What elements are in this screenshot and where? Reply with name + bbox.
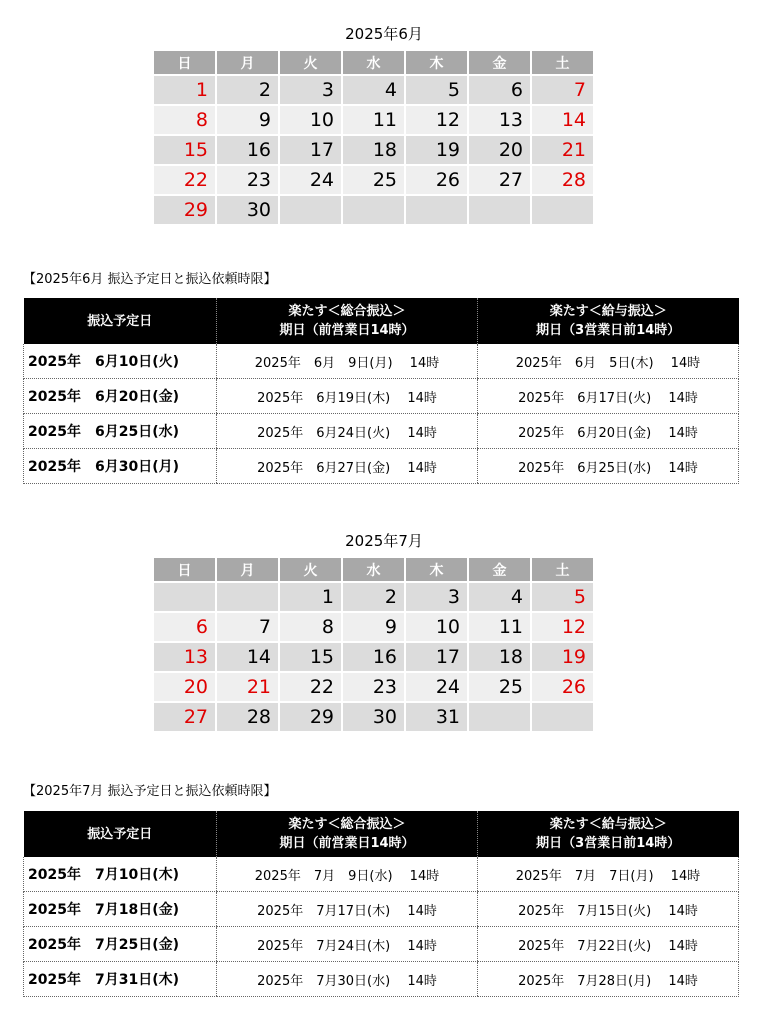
weekday-wed: 水: [343, 558, 404, 581]
calendar-day-cell: 16: [217, 136, 278, 164]
header-sogo-line1: 楽たす＜総合振込＞: [288, 304, 406, 319]
calendar-day-cell: 8: [280, 613, 341, 641]
calendar-day-cell: [469, 703, 530, 731]
calendar-day-cell: 22: [154, 166, 215, 194]
calendar-day-cell: 30: [343, 703, 404, 731]
calendar-day-cell: 28: [217, 703, 278, 731]
sogo-deadline-cell: 2025年 7月24日(木) 14時: [217, 927, 478, 962]
weekday-sat: 土: [532, 558, 593, 581]
calendar-week-row: [154, 76, 593, 104]
weekday-mon: 月: [217, 51, 278, 74]
header-salary-transfer: [478, 298, 739, 344]
calendar-day-cell: 24: [280, 166, 341, 194]
calendar-day-cell: 9: [343, 613, 404, 641]
calendar-day-cell: 7: [217, 613, 278, 641]
header-sogo-transfer: [217, 811, 478, 857]
calendar-day-cell: 17: [280, 136, 341, 164]
salary-deadline-cell: 2025年 7月28日(月) 14時: [478, 962, 739, 997]
schedule-july-table: [23, 811, 739, 997]
calendar-day-cell: 29: [154, 196, 215, 224]
transfer-date-cell: 2025年 7月31日(木): [24, 962, 217, 997]
sogo-deadline-cell: 2025年 6月24日(火) 14時: [217, 414, 478, 449]
weekday-sat: 土: [532, 51, 593, 74]
weekday-mon: 月: [217, 558, 278, 581]
schedule-june-title: 【2025年6月 振込予定日と振込依頼時限】: [23, 272, 277, 287]
calendar-day-cell: [469, 196, 530, 224]
calendar-day-cell: 17: [406, 643, 467, 671]
calendar-day-cell: 26: [406, 166, 467, 194]
sogo-deadline-cell: 2025年 6月27日(金) 14時: [217, 449, 478, 484]
calendar-day-cell: 2: [217, 76, 278, 104]
calendar-day-cell: 15: [280, 643, 341, 671]
calendar-day-cell: 14: [532, 106, 593, 134]
header-sogo-line2: 期日（前営業日14時）: [279, 836, 415, 851]
calendar-day-cell: 13: [154, 643, 215, 671]
calendar-day-cell: [532, 196, 593, 224]
transfer-date-cell: 2025年 6月30日(月): [24, 449, 217, 484]
schedule-row: [24, 344, 739, 379]
calendar-day-cell: [406, 196, 467, 224]
calendar-week-row: [154, 196, 593, 224]
header-salary-transfer: [478, 811, 739, 857]
header-salary-line1: 楽たす＜給与振込＞: [549, 304, 667, 319]
calendar-day-cell: 13: [469, 106, 530, 134]
salary-deadline-cell: 2025年 6月25日(水) 14時: [478, 449, 739, 484]
weekday-header-row: [154, 51, 593, 74]
salary-deadline-cell: 2025年 7月 7日(月) 14時: [478, 857, 739, 892]
transfer-date-cell: 2025年 6月25日(水): [24, 414, 217, 449]
schedule-header-row: [24, 298, 739, 344]
calendar-day-cell: 26: [532, 673, 593, 701]
weekday-sun: 日: [154, 558, 215, 581]
sogo-deadline-cell: 2025年 7月 9日(水) 14時: [217, 857, 478, 892]
transfer-date-cell: 2025年 7月10日(木): [24, 857, 217, 892]
salary-deadline-cell: 2025年 7月22日(火) 14時: [478, 927, 739, 962]
calendar-day-cell: 14: [217, 643, 278, 671]
calendar-day-cell: 3: [406, 583, 467, 611]
calendar-day-cell: [532, 703, 593, 731]
calendar-day-cell: 10: [280, 106, 341, 134]
weekday-fri: 金: [469, 558, 530, 581]
calendar-week-row: [154, 613, 593, 641]
calendar-day-cell: 20: [154, 673, 215, 701]
transfer-date-cell: 2025年 7月25日(金): [24, 927, 217, 962]
calendar-day-cell: 18: [343, 136, 404, 164]
calendar-day-cell: 8: [154, 106, 215, 134]
transfer-date-cell: 2025年 6月10日(火): [24, 344, 217, 379]
header-sogo-line2: 期日（前営業日14時）: [279, 323, 415, 338]
calendar-day-cell: 15: [154, 136, 215, 164]
schedule-row: [24, 892, 739, 927]
calendar-day-cell: 5: [532, 583, 593, 611]
calendar-day-cell: 11: [343, 106, 404, 134]
schedule-row: [24, 857, 739, 892]
calendar-day-cell: 27: [469, 166, 530, 194]
weekday-thu: 木: [406, 51, 467, 74]
weekday-wed: 水: [343, 51, 404, 74]
calendar-day-cell: [280, 196, 341, 224]
calendar-day-cell: 30: [217, 196, 278, 224]
calendar-day-cell: 1: [280, 583, 341, 611]
calendar-day-cell: 16: [343, 643, 404, 671]
calendar-day-cell: [343, 196, 404, 224]
calendar-day-cell: [217, 583, 278, 611]
header-sogo-transfer: [217, 298, 478, 344]
calendar-day-cell: 22: [280, 673, 341, 701]
sogo-deadline-cell: 2025年 7月17日(木) 14時: [217, 892, 478, 927]
calendar-day-cell: 5: [406, 76, 467, 104]
weekday-tue: 火: [280, 51, 341, 74]
calendar-day-cell: 4: [343, 76, 404, 104]
calendar-day-cell: 21: [532, 136, 593, 164]
calendar-july: [152, 556, 595, 733]
schedule-row: [24, 962, 739, 997]
calendar-week-row: [154, 583, 593, 611]
calendar-day-cell: 11: [469, 613, 530, 641]
calendar-day-cell: 25: [469, 673, 530, 701]
calendar-day-cell: 24: [406, 673, 467, 701]
weekday-tue: 火: [280, 558, 341, 581]
calendar-day-cell: 2: [343, 583, 404, 611]
weekday-thu: 木: [406, 558, 467, 581]
calendar-week-row: [154, 703, 593, 731]
schedule-row: [24, 449, 739, 484]
schedule-row: [24, 414, 739, 449]
calendar-day-cell: 6: [154, 613, 215, 641]
header-transfer-date: 振込予定日: [24, 298, 217, 344]
calendar-day-cell: 6: [469, 76, 530, 104]
schedule-june-table: [23, 298, 739, 484]
calendar-day-cell: 25: [343, 166, 404, 194]
weekday-header-row: [154, 558, 593, 581]
transfer-date-cell: 2025年 6月20日(金): [24, 379, 217, 414]
calendar-day-cell: 28: [532, 166, 593, 194]
calendar-day-cell: 7: [532, 76, 593, 104]
transfer-date-cell: 2025年 7月18日(金): [24, 892, 217, 927]
calendar-july-title: 2025年7月: [345, 532, 423, 550]
salary-deadline-cell: 2025年 6月17日(火) 14時: [478, 379, 739, 414]
calendar-day-cell: 23: [217, 166, 278, 194]
calendar-day-cell: 31: [406, 703, 467, 731]
calendar-june-title: 2025年6月: [345, 25, 423, 43]
sogo-deadline-cell: 2025年 6月 9日(月) 14時: [217, 344, 478, 379]
calendar-day-cell: 4: [469, 583, 530, 611]
calendar-day-cell: 23: [343, 673, 404, 701]
calendar-day-cell: [154, 583, 215, 611]
header-salary-line2: 期日（3営業日前14時）: [536, 836, 681, 851]
schedule-header-row: [24, 811, 739, 857]
schedule-row: [24, 927, 739, 962]
calendar-day-cell: 3: [280, 76, 341, 104]
header-sogo-line1: 楽たす＜総合振込＞: [288, 817, 406, 832]
calendar-week-row: [154, 166, 593, 194]
header-salary-line1: 楽たす＜給与振込＞: [549, 817, 667, 832]
calendar-day-cell: 21: [217, 673, 278, 701]
schedule-row: [24, 379, 739, 414]
calendar-day-cell: 9: [217, 106, 278, 134]
salary-deadline-cell: 2025年 6月20日(金) 14時: [478, 414, 739, 449]
calendar-day-cell: 10: [406, 613, 467, 641]
weekday-sun: 日: [154, 51, 215, 74]
calendar-day-cell: 29: [280, 703, 341, 731]
salary-deadline-cell: 2025年 7月15日(火) 14時: [478, 892, 739, 927]
calendar-week-row: [154, 673, 593, 701]
calendar-day-cell: 1: [154, 76, 215, 104]
header-salary-line2: 期日（3営業日前14時）: [536, 323, 681, 338]
sogo-deadline-cell: 2025年 6月19日(木) 14時: [217, 379, 478, 414]
calendar-day-cell: 19: [406, 136, 467, 164]
sogo-deadline-cell: 2025年 7月30日(水) 14時: [217, 962, 478, 997]
calendar-day-cell: 12: [532, 613, 593, 641]
calendar-june: [152, 49, 595, 226]
schedule-july-title: 【2025年7月 振込予定日と振込依頼時限】: [23, 784, 277, 799]
weekday-fri: 金: [469, 51, 530, 74]
calendar-week-row: [154, 106, 593, 134]
calendar-day-cell: 19: [532, 643, 593, 671]
calendar-day-cell: 20: [469, 136, 530, 164]
calendar-day-cell: 18: [469, 643, 530, 671]
salary-deadline-cell: 2025年 6月 5日(木) 14時: [478, 344, 739, 379]
header-transfer-date: 振込予定日: [24, 811, 217, 857]
calendar-week-row: [154, 136, 593, 164]
calendar-day-cell: 12: [406, 106, 467, 134]
calendar-week-row: [154, 643, 593, 671]
calendar-day-cell: 27: [154, 703, 215, 731]
